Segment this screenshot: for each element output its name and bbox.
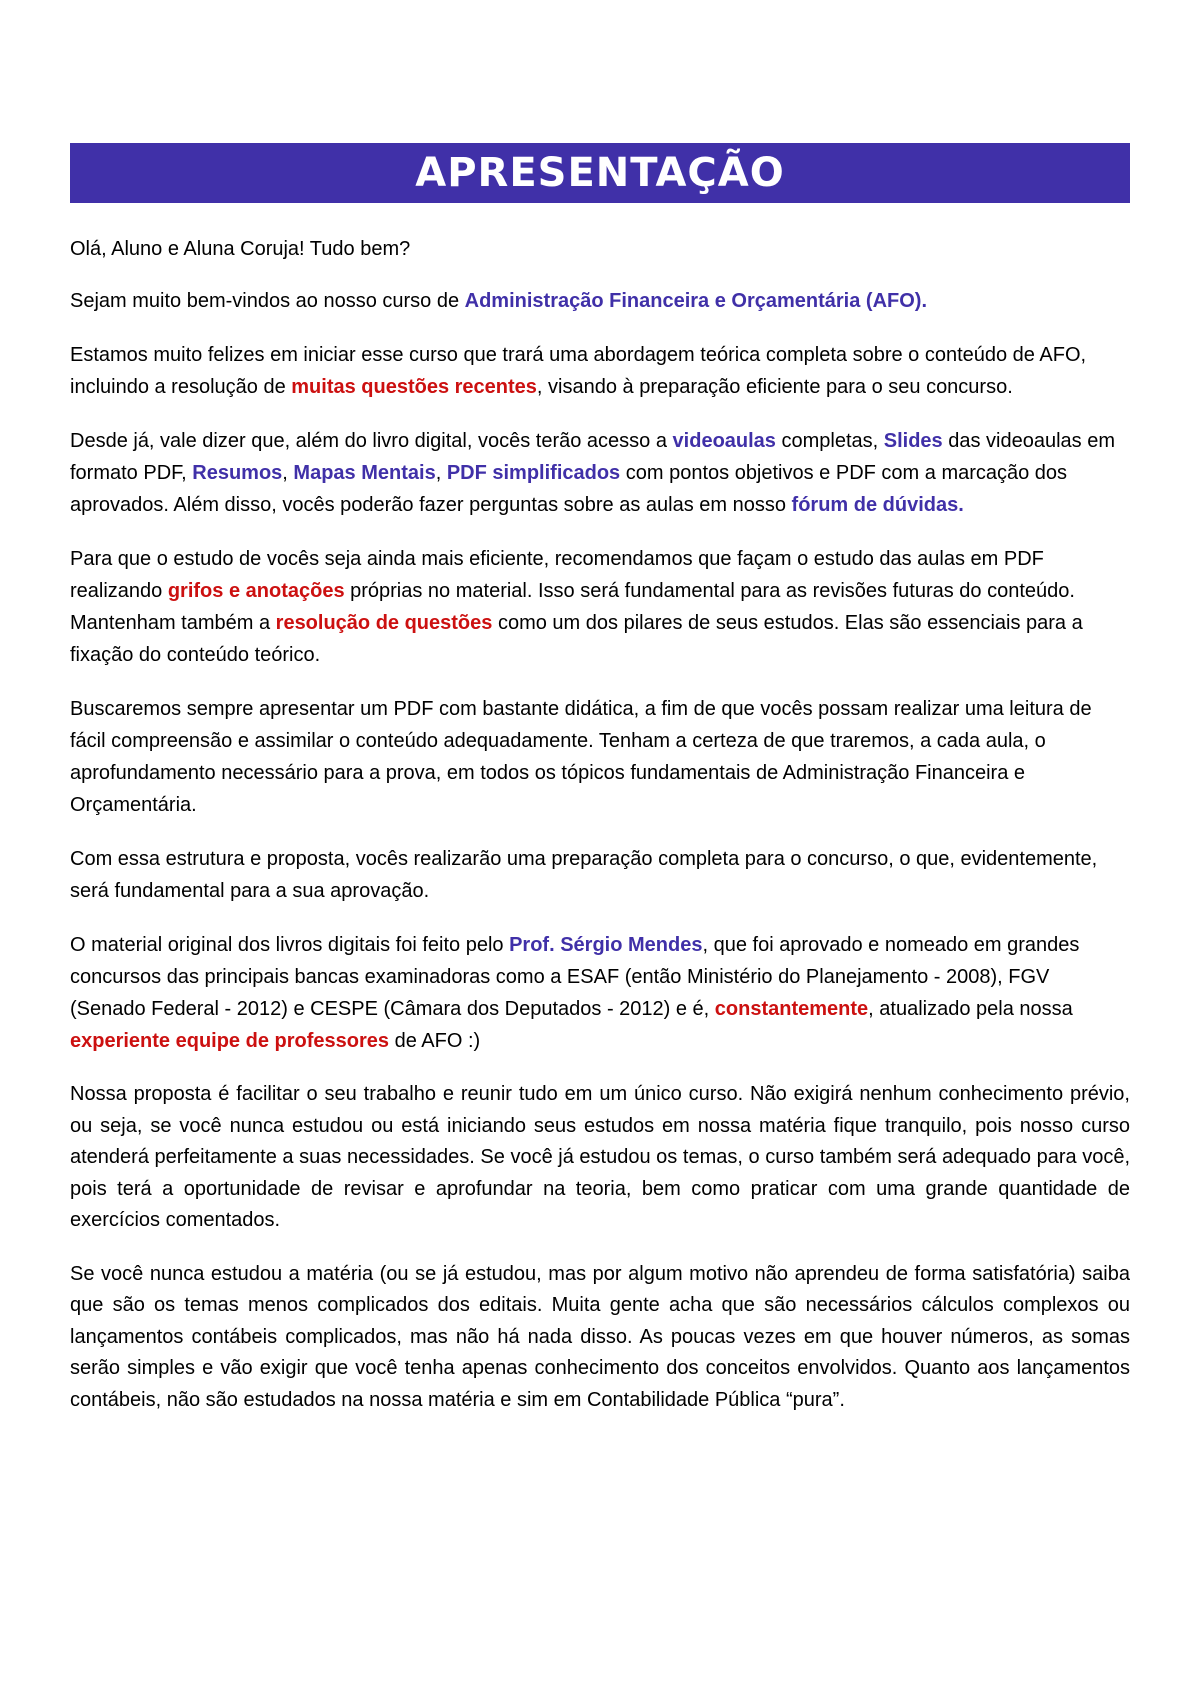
paragraph-3 xyxy=(70,339,1130,403)
body-text: , xyxy=(282,462,294,484)
body-text: Buscaremos sempre apresentar um PDF com bastante didática, a fim de que vocês possam realizar uma leitura de fácil compreensão e assimilar o conteúdo adequadamente. Tenham a certeza de que traremos, a cada aula, o aprofundamento necessário para a prova, em todos os tópicos fundamentais de Administração Financeira e Orçamentária. xyxy=(70,698,1092,816)
body-text: Se você nunca estudou a matéria (ou se já estudou, mas por algum motivo não aprendeu de forma satisfatória) saiba que são os temas menos complicados dos editais. Muita gente acha que são necessários cálculos complexos ou lançamentos contábeis complicados, mas não há nada disso. As poucas vezes em que houver números, as somas serão simples e vão exigir que você tenha apenas conhecimento dos conceitos envolvidos. Quanto aos lançamentos contábeis, não são estudados na nossa matéria e sim em Contabilidade Pública “pura”. xyxy=(70,1262,1130,1411)
paragraph-9 xyxy=(70,1079,1130,1237)
paragraph-8 xyxy=(70,929,1130,1057)
highlight-text: muitas questões recentes xyxy=(291,376,537,398)
paragraph-7 xyxy=(70,843,1130,907)
highlight-text: Slides xyxy=(883,430,943,452)
paragraph-1 xyxy=(70,233,1130,265)
highlight-text: experiente equipe de professores xyxy=(70,1030,390,1052)
body-text: Sejam muito bem-vindos ao nosso curso de xyxy=(70,290,465,312)
body-text: próprias no material. Isso será fundamental para as revisões futuras do conteúdo. Mantenham também a xyxy=(70,580,1075,634)
body-text: O material original dos livros digitais foi feito pelo xyxy=(70,934,510,956)
body-text: Com essa estrutura e proposta, vocês realizarão uma preparação completa para o concurso, o que, evidentemente, será fundamental para a sua aprovação. xyxy=(70,848,1098,902)
body-text: , xyxy=(435,462,447,484)
highlight-text: videoaulas xyxy=(672,430,776,452)
page-title: APRESENTAÇÃO xyxy=(415,150,785,196)
highlight-text: PDF simplificados xyxy=(446,462,621,484)
title-banner xyxy=(70,143,1130,203)
document-body xyxy=(70,233,1130,1416)
body-text: , atualizado pela nossa xyxy=(868,998,1073,1020)
body-text: das videoaulas em formato PDF, xyxy=(70,430,1116,484)
paragraph-6 xyxy=(70,693,1130,821)
paragraph-4 xyxy=(70,425,1130,521)
highlight-text: Mapas Mentais xyxy=(293,462,436,484)
highlight-text: Resumos xyxy=(192,462,283,484)
body-text: , visando à preparação eficiente para o seu concurso. xyxy=(536,376,1013,398)
body-text: Para que o estudo de vocês seja ainda mais eficiente, recomendamos que façam o estudo das aulas em PDF realizando xyxy=(70,548,1044,602)
highlight-text: grifos e anotações xyxy=(167,580,345,602)
highlight-text: resolução de questões xyxy=(275,612,493,634)
highlight-text: Prof. Sérgio Mendes xyxy=(509,934,703,956)
body-text: de AFO :) xyxy=(389,1030,481,1052)
body-text: Desde já, vale dizer que, além do livro digital, vocês terão acesso a xyxy=(70,430,673,452)
paragraph-10 xyxy=(70,1259,1130,1417)
body-text: , que foi aprovado e nomeado em grandes concursos das principais bancas examinadoras como a ESAF (então Ministério do Planejamento - 2008), FGV (Senado Federal - 2012) e CESPE (Câmara dos Deputados - 2012) e é, xyxy=(70,934,1080,1020)
highlight-text: constantemente xyxy=(714,998,869,1020)
body-text: completas, xyxy=(775,430,884,452)
paragraph-5 xyxy=(70,543,1130,671)
body-text: Nossa proposta é facilitar o seu trabalho e reunir tudo em um único curso. Não exigirá nenhum conhecimento prévio, ou seja, se você nunca estudou ou está iniciando seus estudos em nossa matéria fique tranquilo, pois nosso curso atenderá perfeitamente a suas necessidades. Se você já estudou os temas, o curso também será adequado para você, pois terá a oportunidade de revisar e aprofundar na teoria, bem como praticar com uma grande quantidade de exercícios comentados. xyxy=(70,1083,1130,1231)
body-text: como um dos pilares de seus estudos. Elas são essenciais para a fixação do conteúdo teórico. xyxy=(70,612,1083,666)
body-text: Estamos muito felizes em iniciar esse curso que trará uma abordagem teórica completa sobre o conteúdo de AFO, incluindo a resolução de xyxy=(70,344,1087,398)
body-text: com pontos objetivos e PDF com a marcação dos aprovados. Além disso, vocês poderão fazer perguntas sobre as aulas em nosso xyxy=(70,462,1068,516)
body-text: Olá, Aluno e Aluna Coruja! Tudo bem? xyxy=(70,238,411,260)
document-page xyxy=(70,143,1130,1438)
highlight-text: Administração Financeira e Orçamentária (AFO). xyxy=(464,290,928,312)
paragraph-2 xyxy=(70,285,1130,317)
highlight-text: fórum de dúvidas. xyxy=(791,494,964,516)
